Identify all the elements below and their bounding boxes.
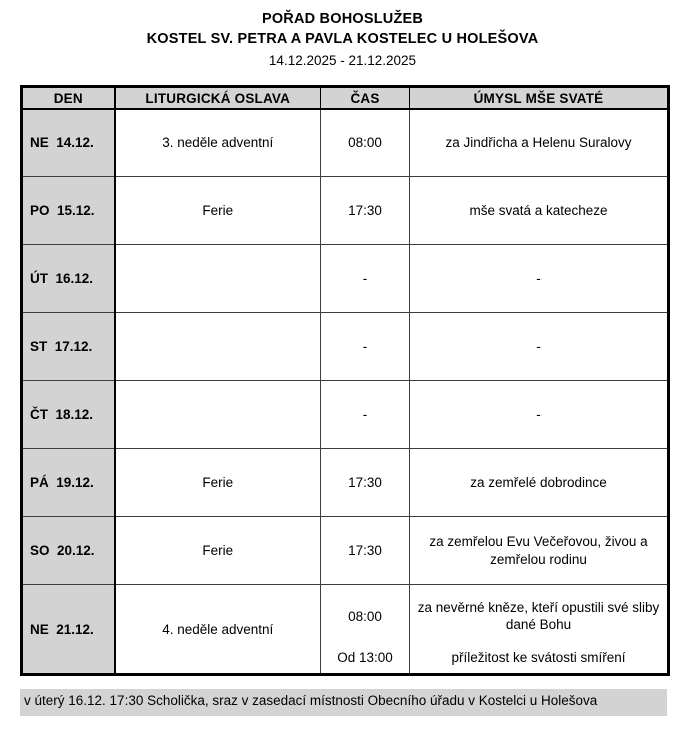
time-cell: - bbox=[321, 313, 410, 381]
intention-cell: - bbox=[410, 313, 669, 381]
table-row bbox=[22, 585, 669, 675]
time-cell: 08:00 bbox=[321, 109, 410, 177]
time-cell: 17:30 bbox=[321, 449, 410, 517]
church-name: KOSTEL SV. PETRA A PAVLA KOSTELEC U HOLEŠOVA bbox=[146, 31, 539, 48]
intention-entry-1: za nevěrné kněze, kteří opustili své sliby dané Bohu bbox=[417, 599, 660, 633]
intention-cell: za zemřelou Evu Večeřovou, živou a zemřelou rodinu bbox=[410, 517, 669, 585]
liturgy-cell: Ferie bbox=[115, 177, 321, 245]
liturgy-cell bbox=[115, 245, 321, 313]
table-row bbox=[22, 245, 669, 313]
time-cell: - bbox=[321, 381, 410, 449]
time-entry-1: 08:00 bbox=[348, 608, 382, 624]
table-row bbox=[22, 449, 669, 517]
day-cell: PO 15.12. bbox=[22, 177, 115, 245]
liturgy-cell bbox=[115, 313, 321, 381]
table-row bbox=[22, 517, 669, 585]
date-range: 14.12.2025 - 21.12.2025 bbox=[268, 52, 417, 68]
table-row bbox=[22, 177, 669, 245]
table-row bbox=[22, 313, 669, 381]
day-cell: ÚT 16.12. bbox=[22, 245, 115, 313]
day-cell: ST 17.12. bbox=[22, 313, 115, 381]
liturgy-cell: Ferie bbox=[115, 449, 321, 517]
col-header-umysl: ÚMYSL MŠE SVATÉ bbox=[410, 87, 669, 109]
liturgy-cell: Ferie bbox=[115, 517, 321, 585]
day-cell: ČT 18.12. bbox=[22, 381, 115, 449]
day-cell: NE 21.12. bbox=[22, 585, 115, 675]
intention-cell bbox=[410, 585, 669, 675]
table-header-row bbox=[22, 87, 669, 109]
time-cell: - bbox=[321, 245, 410, 313]
day-cell: SO 20.12. bbox=[22, 517, 115, 585]
schedule-table bbox=[20, 85, 670, 676]
time-entry-2: Od 13:00 bbox=[337, 649, 393, 665]
page-title: POŘAD BOHOSLUŽEB bbox=[261, 11, 424, 27]
footer-note: v úterý 16.12. 17:30 Scholička, sraz v zasedací místnosti Obecního úřadu v Kostelci u Holešova bbox=[20, 689, 667, 715]
intention-cell: za Jindřicha a Helenu Suralovy bbox=[410, 109, 669, 177]
col-header-oslava: LITURGICKÁ OSLAVA bbox=[115, 87, 321, 109]
col-header-cas: ČAS bbox=[321, 87, 410, 109]
liturgy-cell: 3. neděle adventní bbox=[115, 109, 321, 177]
day-cell: PÁ 19.12. bbox=[22, 449, 115, 517]
intention-cell: - bbox=[410, 381, 669, 449]
col-header-den: DEN bbox=[22, 87, 115, 109]
intention-cell: mše svatá a katecheze bbox=[410, 177, 669, 245]
time-cell: 17:30 bbox=[321, 177, 410, 245]
liturgy-cell: 4. neděle adventní bbox=[115, 585, 321, 675]
table-row bbox=[22, 381, 669, 449]
intention-entry-2: příležitost ke svátosti smíření bbox=[451, 649, 626, 665]
liturgy-cell bbox=[115, 381, 321, 449]
intention-cell: - bbox=[410, 245, 669, 313]
table-row bbox=[22, 109, 669, 177]
intention-cell: za zemřelé dobrodince bbox=[410, 449, 669, 517]
time-cell bbox=[321, 585, 410, 675]
time-cell: 17:30 bbox=[321, 517, 410, 585]
header-block bbox=[0, 0, 685, 70]
day-cell: NE 14.12. bbox=[22, 109, 115, 177]
